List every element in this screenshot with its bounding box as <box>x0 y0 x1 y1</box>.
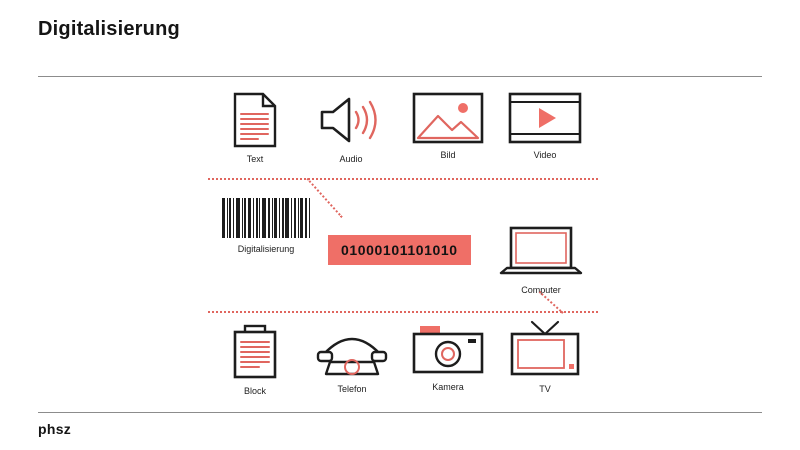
item-text <box>213 92 297 165</box>
item-telefon <box>309 324 395 395</box>
clipboard-icon <box>213 324 297 380</box>
binary-string-label: 01000101101010 <box>328 235 471 265</box>
video-player-icon <box>502 92 588 144</box>
item-video <box>502 92 588 161</box>
footer-logo: phsz <box>38 421 72 437</box>
item-tv <box>502 320 588 395</box>
connector-top-horizontal <box>208 178 598 180</box>
item-caption: Video <box>533 150 557 160</box>
item-bild <box>405 92 491 161</box>
item-kamera <box>405 324 491 393</box>
item-caption: Block <box>243 386 266 396</box>
laptop-icon <box>495 225 587 279</box>
item-audio <box>309 92 393 165</box>
connector-top-diagonal <box>307 178 343 218</box>
telephone-icon <box>309 324 395 378</box>
item-caption: Digitalisierung <box>237 244 295 254</box>
item-caption: Kamera <box>432 382 464 392</box>
header-divider <box>38 76 762 77</box>
item-caption: TV <box>539 384 551 394</box>
television-icon <box>502 320 588 378</box>
item-caption: Telefon <box>337 384 367 394</box>
speaker-icon <box>309 92 393 148</box>
barcode-icon <box>222 198 310 238</box>
item-caption: Computer <box>521 285 561 295</box>
picture-icon <box>405 92 491 144</box>
page-title: Digitalisierung <box>38 18 180 40</box>
item-caption: Bild <box>440 150 456 160</box>
footer-divider <box>38 412 762 413</box>
item-digitalisierung <box>221 198 311 255</box>
item-caption: Audio <box>339 154 363 164</box>
item-caption: Text <box>246 154 264 164</box>
connector-bottom-horizontal <box>208 311 598 313</box>
camera-icon <box>405 324 491 376</box>
document-icon <box>213 92 297 148</box>
item-computer <box>495 225 587 296</box>
item-block <box>213 324 297 397</box>
